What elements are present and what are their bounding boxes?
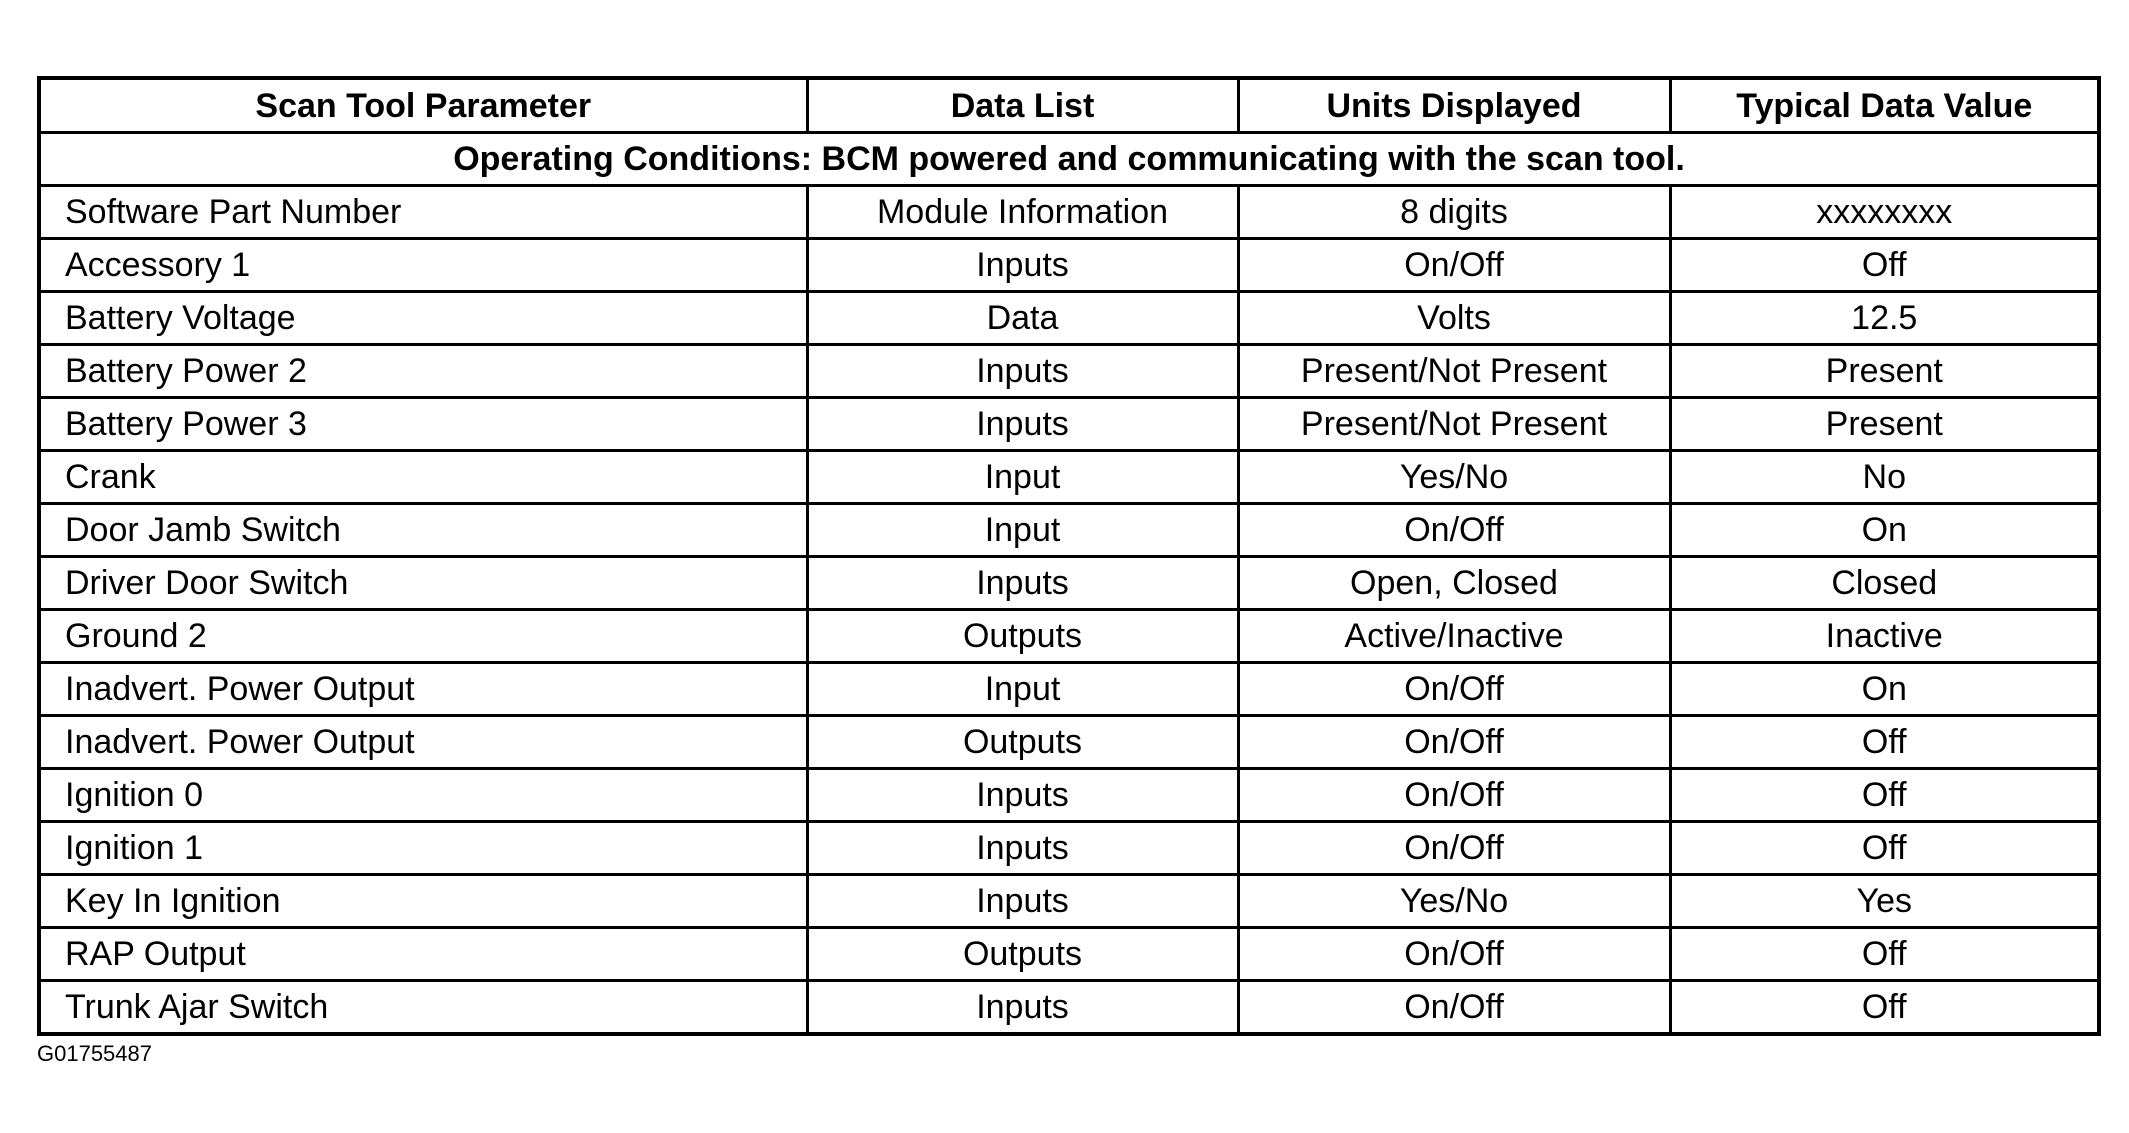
cell-typical-value: Off [1670, 822, 2099, 875]
cell-parameter: Battery Power 2 [39, 345, 807, 398]
table-row [39, 610, 2099, 663]
cell-data-list: Inputs [807, 239, 1238, 292]
header-typical-data-value: Typical Data Value [1670, 78, 2099, 133]
cell-parameter: Ignition 1 [39, 822, 807, 875]
table-row [39, 716, 2099, 769]
figure-id: G01755487 [37, 1041, 152, 1066]
cell-typical-value: Yes [1670, 875, 2099, 928]
cell-units: Volts [1238, 292, 1670, 345]
cell-units: Open, Closed [1238, 557, 1670, 610]
cell-typical-value: xxxxxxxx [1670, 186, 2099, 239]
cell-data-list: Inputs [807, 398, 1238, 451]
cell-typical-value: Inactive [1670, 610, 2099, 663]
cell-units: On/Off [1238, 822, 1670, 875]
cell-parameter: RAP Output [39, 928, 807, 981]
cell-typical-value: Off [1670, 981, 2099, 1035]
cell-data-list: Input [807, 504, 1238, 557]
cell-typical-value: Off [1670, 928, 2099, 981]
cell-typical-value: On [1670, 504, 2099, 557]
cell-data-list: Outputs [807, 610, 1238, 663]
cell-typical-value: Closed [1670, 557, 2099, 610]
table-row [39, 239, 2099, 292]
cell-data-list: Outputs [807, 928, 1238, 981]
cell-units: On/Off [1238, 928, 1670, 981]
cell-parameter: Accessory 1 [39, 239, 807, 292]
cell-units: Active/Inactive [1238, 610, 1670, 663]
scan-tool-data-table [37, 76, 2101, 1036]
table-row [39, 928, 2099, 981]
table-header-row [39, 78, 2099, 133]
operating-conditions: Operating Conditions: BCM powered and communicating with the scan tool. [39, 133, 2099, 186]
scan-tool-data-table-container [37, 76, 2097, 1036]
cell-data-list: Outputs [807, 716, 1238, 769]
cell-units: On/Off [1238, 663, 1670, 716]
cell-typical-value: Present [1670, 345, 2099, 398]
cell-units: On/Off [1238, 716, 1670, 769]
cell-typical-value: Off [1670, 769, 2099, 822]
cell-parameter: Crank [39, 451, 807, 504]
cell-parameter: Trunk Ajar Switch [39, 981, 807, 1035]
cell-parameter: Driver Door Switch [39, 557, 807, 610]
cell-units: Yes/No [1238, 875, 1670, 928]
header-units-displayed: Units Displayed [1238, 78, 1670, 133]
cell-parameter: Battery Voltage [39, 292, 807, 345]
cell-typical-value: Present [1670, 398, 2099, 451]
cell-typical-value: On [1670, 663, 2099, 716]
cell-parameter: Inadvert. Power Output [39, 663, 807, 716]
cell-data-list: Input [807, 451, 1238, 504]
cell-units: 8 digits [1238, 186, 1670, 239]
cell-parameter: Battery Power 3 [39, 398, 807, 451]
table-row [39, 345, 2099, 398]
table-row [39, 875, 2099, 928]
cell-data-list: Module Information [807, 186, 1238, 239]
cell-units: Present/Not Present [1238, 398, 1670, 451]
table-row [39, 186, 2099, 239]
cell-data-list: Inputs [807, 345, 1238, 398]
table-row [39, 981, 2099, 1035]
cell-data-list: Inputs [807, 769, 1238, 822]
cell-typical-value: Off [1670, 716, 2099, 769]
cell-parameter: Door Jamb Switch [39, 504, 807, 557]
cell-typical-value: 12.5 [1670, 292, 2099, 345]
table-row [39, 292, 2099, 345]
cell-units: On/Off [1238, 981, 1670, 1035]
cell-data-list: Inputs [807, 822, 1238, 875]
cell-parameter: Ground 2 [39, 610, 807, 663]
cell-parameter: Software Part Number [39, 186, 807, 239]
cell-parameter: Inadvert. Power Output [39, 716, 807, 769]
table-row [39, 557, 2099, 610]
table-row [39, 663, 2099, 716]
table-row [39, 504, 2099, 557]
table-body [39, 133, 2099, 1035]
table-row [39, 822, 2099, 875]
table-row [39, 451, 2099, 504]
cell-units: On/Off [1238, 239, 1670, 292]
cell-units: On/Off [1238, 769, 1670, 822]
table-row [39, 769, 2099, 822]
cell-units: Yes/No [1238, 451, 1670, 504]
cell-data-list: Inputs [807, 875, 1238, 928]
cell-data-list: Data [807, 292, 1238, 345]
cell-units: Present/Not Present [1238, 345, 1670, 398]
cell-data-list: Inputs [807, 557, 1238, 610]
cell-parameter: Ignition 0 [39, 769, 807, 822]
cell-data-list: Input [807, 663, 1238, 716]
operating-conditions-row [39, 133, 2099, 186]
table-row [39, 398, 2099, 451]
cell-units: On/Off [1238, 504, 1670, 557]
cell-data-list: Inputs [807, 981, 1238, 1035]
header-data-list: Data List [807, 78, 1238, 133]
cell-parameter: Key In Ignition [39, 875, 807, 928]
cell-typical-value: No [1670, 451, 2099, 504]
cell-typical-value: Off [1670, 239, 2099, 292]
header-scan-tool-parameter: Scan Tool Parameter [39, 78, 807, 133]
